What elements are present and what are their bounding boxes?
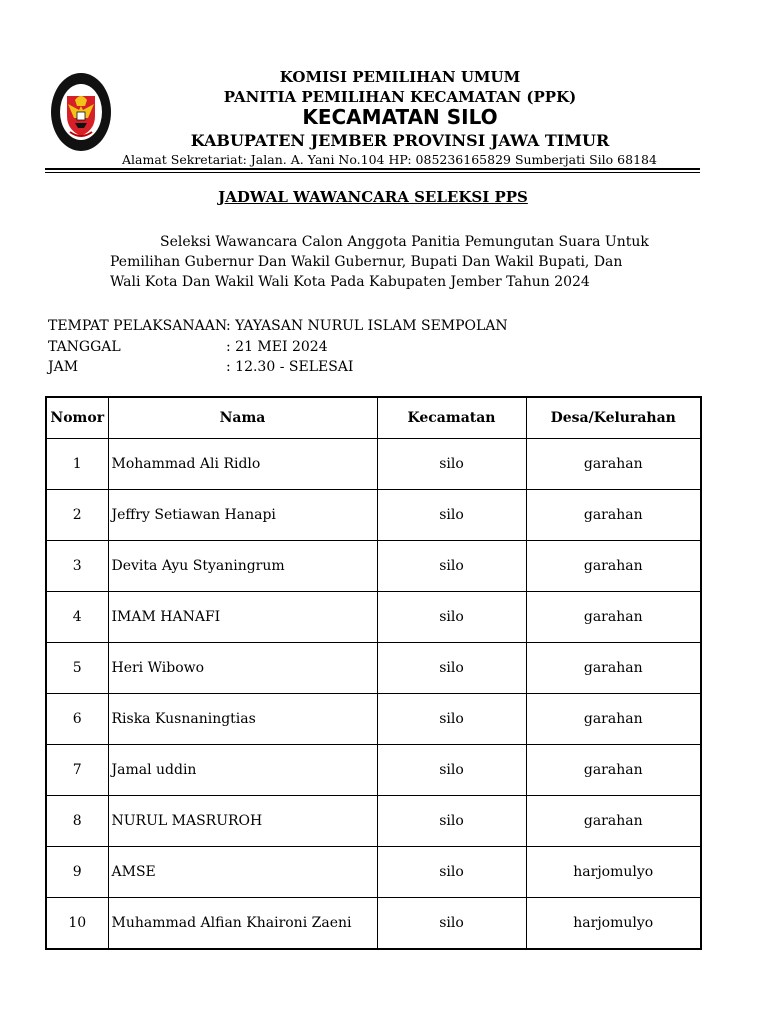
cell-desa: garahan [526,643,701,694]
table-row [46,439,701,490]
header-line-kecamatan: KECAMATAN SILO [302,105,498,129]
cell-desa: garahan [526,694,701,745]
table-row [46,643,701,694]
header-line-ppk: PANITIA PEMILIHAN KECAMATAN (PPK) [223,88,577,106]
cell-nomor: 3 [46,541,108,592]
table-header-row [46,397,701,439]
cell-desa: garahan [526,490,701,541]
info-date-label: TANGGAL [48,339,121,355]
cell-nomor: 7 [46,745,108,796]
cell-nomor: 2 [46,490,108,541]
table-row [46,796,701,847]
info-place-label: TEMPAT PELAKSANAAN [48,318,228,334]
cell-nomor: 4 [46,592,108,643]
info-time-label: JAM [48,359,79,375]
cell-kecamatan: silo [377,898,526,950]
cell-nama: IMAM HANAFI [108,592,377,643]
header-nomor: Nomor [46,397,108,439]
intro-line-3: Wali Kota Dan Wakil Wali Kota Pada Kabupaten Jember Tahun 2024 [110,274,590,290]
cell-nomor: 9 [46,847,108,898]
intro-line-1: Seleksi Wawancara Calon Anggota Panitia Pemungutan Suara Untuk [160,234,649,250]
info-time-value: : 12.30 - SELESAI [226,359,354,375]
interview-schedule-table [45,396,702,950]
cell-kecamatan: silo [377,694,526,745]
cell-nama: Jamal uddin [108,745,377,796]
cell-desa: garahan [526,541,701,592]
cell-kecamatan: silo [377,847,526,898]
header-kecamatan: Kecamatan [377,397,526,439]
header-line-kpu: KOMISI PEMILIHAN UMUM [279,68,521,86]
table-row [46,541,701,592]
table-row [46,592,701,643]
header-nama: Nama [108,397,377,439]
cell-nama: Mohammad Ali Ridlo [108,439,377,490]
cell-kecamatan: silo [377,643,526,694]
table-row [46,745,701,796]
cell-desa: garahan [526,592,701,643]
header-divider [45,168,700,170]
cell-kecamatan: silo [377,796,526,847]
info-place-value: : YAYASAN NURUL ISLAM SEMPOLAN [226,318,508,334]
kpu-logo [48,70,114,154]
info-date [48,339,328,355]
cell-kecamatan: silo [377,490,526,541]
cell-nama: NURUL MASRUROH [108,796,377,847]
header-divider-thin [45,172,700,173]
cell-nama: Heri Wibowo [108,643,377,694]
cell-kecamatan: silo [377,592,526,643]
cell-nomor: 6 [46,694,108,745]
table-row [46,898,701,950]
cell-desa: harjomulyo [526,898,701,950]
info-place [48,318,508,334]
table-row [46,847,701,898]
table-row [46,490,701,541]
cell-kecamatan: silo [377,745,526,796]
document-title: JADWAL WAWANCARA SELEKSI PPS [218,188,528,206]
header-address: Alamat Sekretariat: Jalan. A. Yani No.104 HP: 085236165829 Sumberjati Silo 68184 [122,152,657,167]
cell-kecamatan: silo [377,439,526,490]
info-time [48,359,354,375]
cell-nomor: 1 [46,439,108,490]
cell-nomor: 8 [46,796,108,847]
cell-nama: Jeffry Setiawan Hanapi [108,490,377,541]
cell-desa: garahan [526,439,701,490]
header-desa: Desa/Kelurahan [526,397,701,439]
cell-nama: Riska Kusnaningtias [108,694,377,745]
cell-desa: garahan [526,745,701,796]
table-row [46,694,701,745]
cell-nama: Muhammad Alfian Khaironi Zaeni [108,898,377,950]
cell-desa: garahan [526,796,701,847]
intro-line-2: Pemilihan Gubernur Dan Wakil Gubernur, Bupati Dan Wakil Bupati, Dan [110,254,623,270]
cell-kecamatan: silo [377,541,526,592]
cell-nama: Devita Ayu Styaningrum [108,541,377,592]
cell-nama: AMSE [108,847,377,898]
cell-desa: harjomulyo [526,847,701,898]
cell-nomor: 5 [46,643,108,694]
cell-nomor: 10 [46,898,108,950]
info-date-value: : 21 MEI 2024 [226,339,328,355]
header-line-kabupaten: KABUPATEN JEMBER PROVINSI JAWA TIMUR [190,131,610,150]
